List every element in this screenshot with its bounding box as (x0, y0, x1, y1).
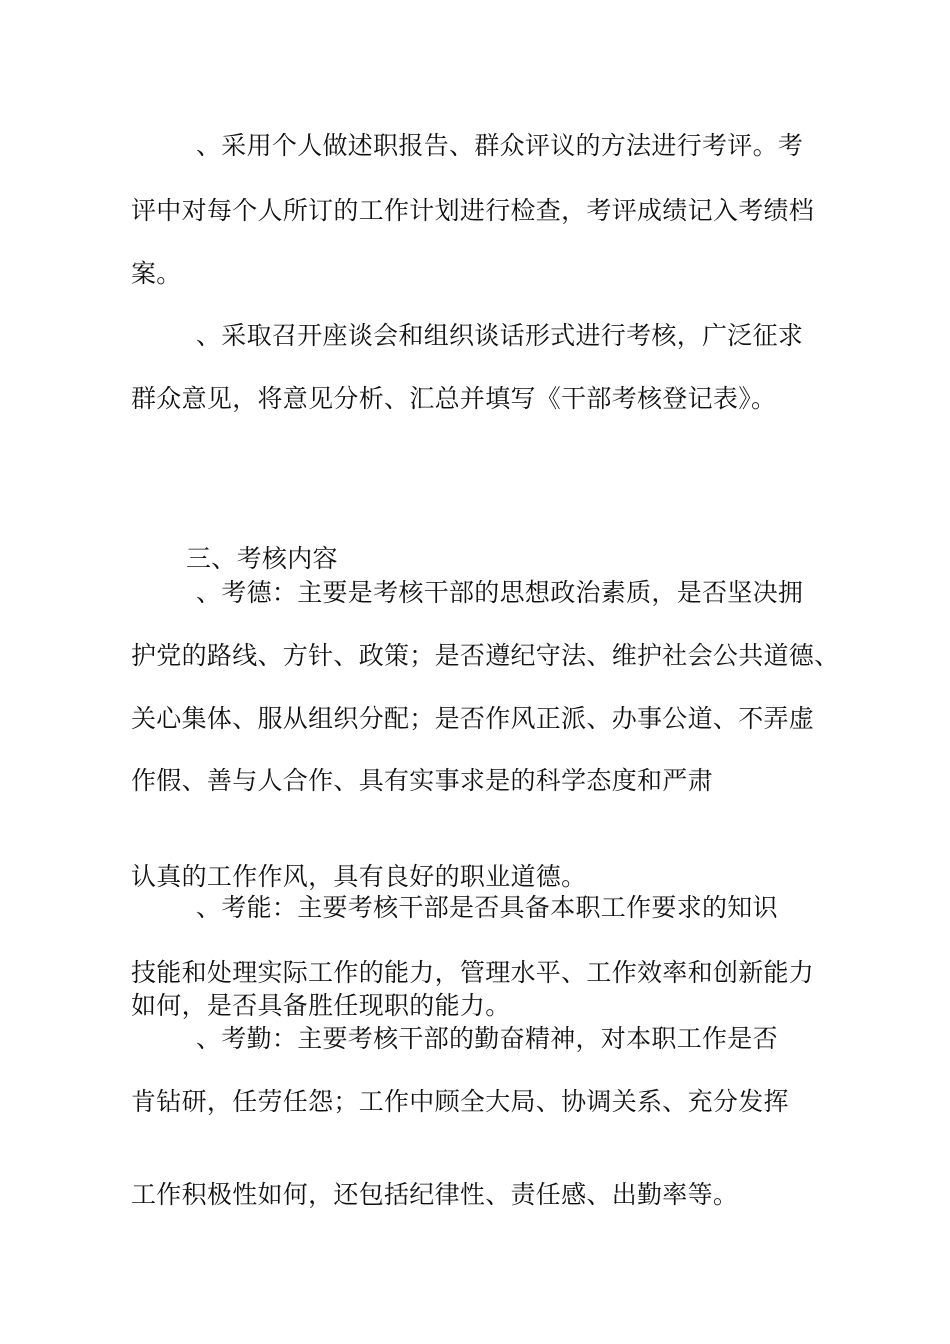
paragraph-2-line-1: 、采取召开座谈会和组织谈话形式进行考核，广泛征求 (196, 321, 804, 350)
paragraph-3-line-1: 、考德：主要是考核干部的思想政治素质，是否坚决拥 (196, 578, 804, 607)
paragraph-3-line-3: 关心集体、服从组织分配；是否作风正派、办事公道、不弄虚 (131, 704, 815, 733)
paragraph-3-line-2: 护党的路线、方针、政策；是否遵纪守法、维护社会公共道德、 (131, 641, 840, 670)
paragraph-4-line-3: 如何，是否具备胜任现职的能力。 (131, 991, 511, 1020)
paragraph-5-line-1: 、考勤：主要考核干部的勤奋精神，对本职工作是否 (196, 1024, 778, 1053)
paragraph-1-line-3: 案。 (131, 259, 182, 288)
paragraph-1-line-2: 评中对每个人所订的工作计划进行检查，考评成绩记入考绩档 (131, 196, 815, 225)
paragraph-3-line-4: 作假、善与人合作、具有实事求是的科学态度和严肃 (131, 766, 713, 795)
paragraph-5-line-2: 肯钻研，任劳任怨；工作中顾全大局、协调关系、充分发挥 (131, 1087, 789, 1116)
paragraph-2-line-2: 群众意见，将意见分析、汇总并填写《干部考核登记表》。 (131, 384, 777, 413)
paragraph-5-line-3: 工作积极性如何，还包括纪律性、责任感、出勤率等。 (131, 1180, 739, 1209)
paragraph-3-line-5: 认真的工作作风，具有良好的职业道德。 (131, 862, 587, 891)
section-3-heading: 三、考核内容 (186, 544, 338, 573)
paragraph-4-line-1: 、考能：主要考核干部是否具备本职工作要求的知识 (196, 893, 778, 922)
paragraph-4-line-2: 技能和处理实际工作的能力，管理水平、工作效率和创新能力 (131, 958, 815, 987)
paragraph-1-line-1: 、采用个人做述职报告、群众评议的方法进行考评。考 (196, 131, 804, 160)
